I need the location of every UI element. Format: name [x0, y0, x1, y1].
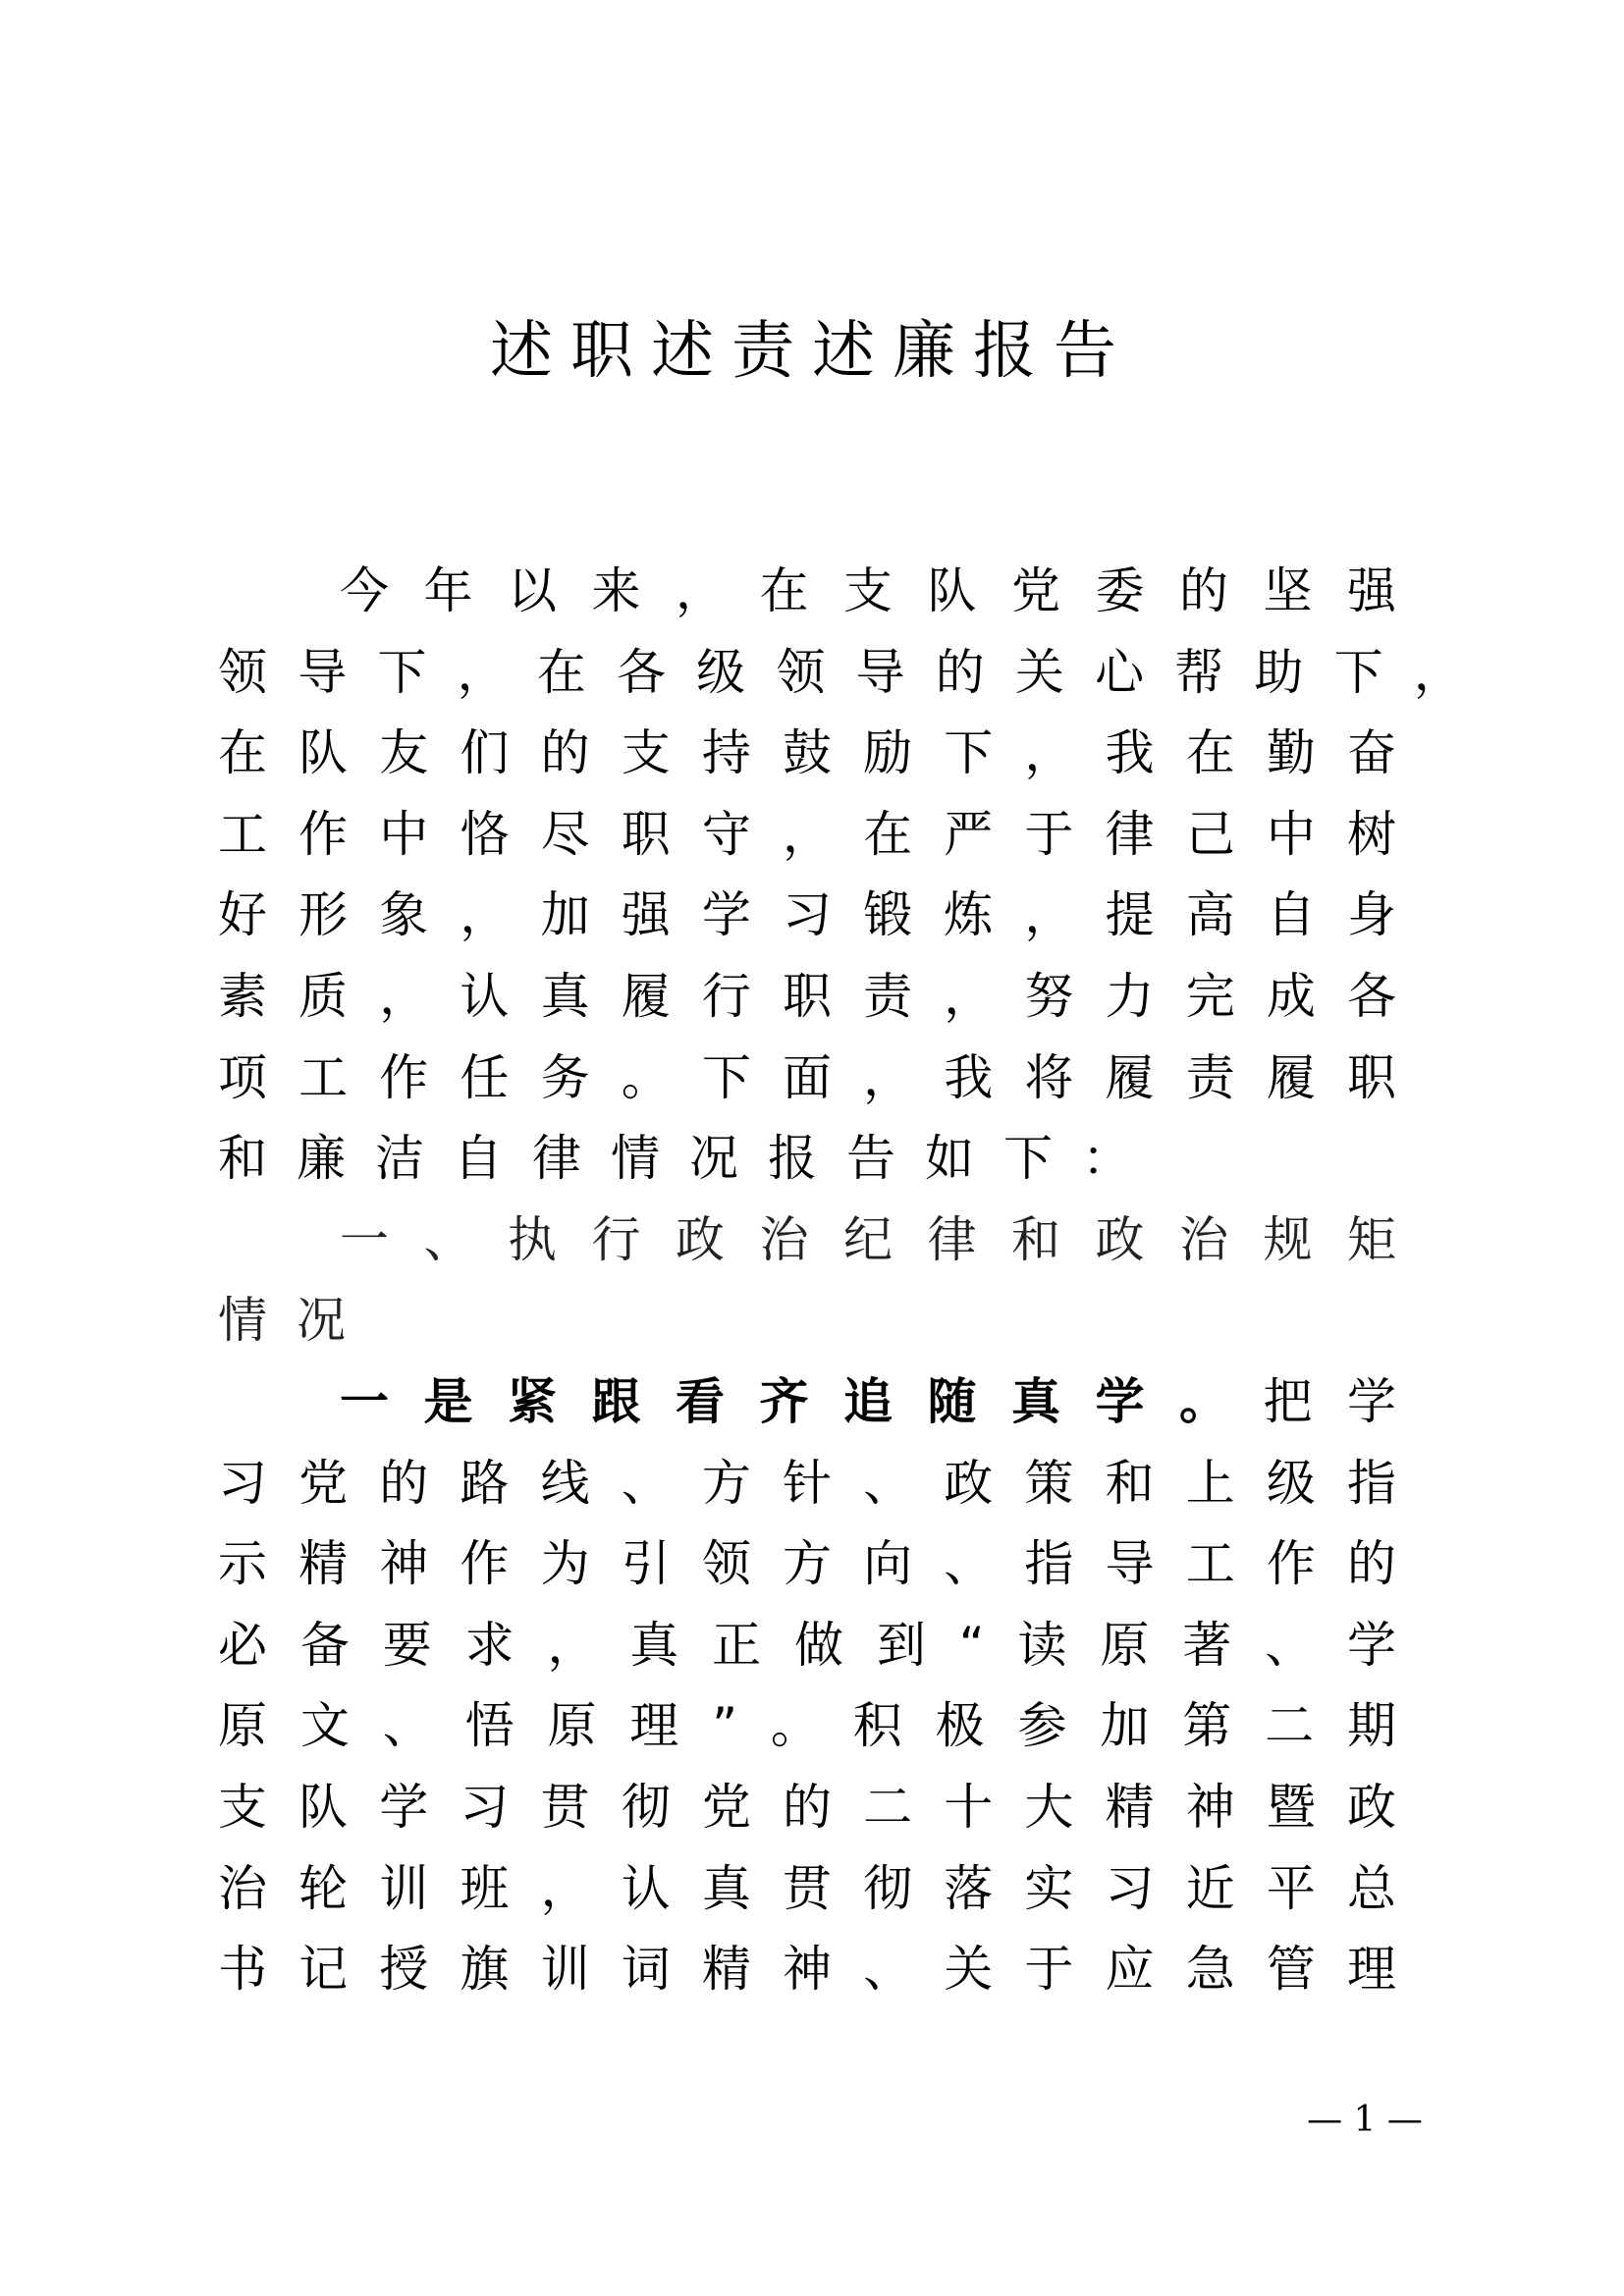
text-line: 情 况 — [218, 1292, 346, 1350]
text-line: 领 导 下 ， 在 各 级 领 导 的 关 心 帮 助 下 ， — [218, 643, 1463, 701]
text-line: 一 、 执 行 政 治 纪 律 和 政 治 规 矩 — [340, 1210, 1396, 1268]
document-title: 述职述责述廉报告 — [490, 315, 1134, 388]
page-number: — 1 — — [1307, 2100, 1423, 2140]
text-line: 和 廉 洁 自 律 情 况 报 告 如 下 ： — [218, 1130, 1131, 1188]
text-line: 项 工 作 任 务 。 下 面 ， 我 将 履 责 履 职 — [218, 1048, 1396, 1106]
text-line: 今 年 以 来 ， 在 支 队 党 委 的 坚 强 — [340, 562, 1396, 619]
text-line: 书 记 授 旗 训 词 精 神 、 关 于 应 急 管 理 — [218, 1941, 1396, 1999]
text-line: 好 形 象 ， 加 强 学 习 锻 炼 ， 提 高 自 身 — [218, 886, 1396, 944]
text-line: 原 文 、 悟 原 理 ” 。 积 极 参 加 第 二 期 — [218, 1697, 1396, 1755]
text-line: 工 作 中 恪 尽 职 守 ， 在 严 于 律 己 中 树 — [218, 805, 1396, 863]
text-line: 示 精 神 作 为 引 领 方 向 、 指 导 工 作 的 — [218, 1535, 1396, 1593]
text-line: 素 质 ， 认 真 履 行 职 责 ， 努 力 完 成 各 — [218, 968, 1396, 1025]
text-line: 支 队 学 习 贯 彻 党 的 二 十 大 精 神 暨 政 — [218, 1779, 1396, 1836]
text-line: 在 队 友 们 的 支 持 鼓 励 下 ， 我 在 勤 奋 — [218, 724, 1396, 782]
text-line: 必 备 要 求 ， 真 正 做 到 “ 读 原 著 、 学 — [218, 1616, 1396, 1674]
text-line: 一 是 紧 跟 看 齐 追 随 真 学 。 把 学 — [340, 1373, 1396, 1430]
text-line: 习 党 的 路 线 、 方 针 、 政 策 和 上 级 指 — [218, 1454, 1396, 1512]
text-line: 治 轮 训 班 ， 认 真 贯 彻 落 实 习 近 平 总 — [218, 1859, 1396, 1917]
